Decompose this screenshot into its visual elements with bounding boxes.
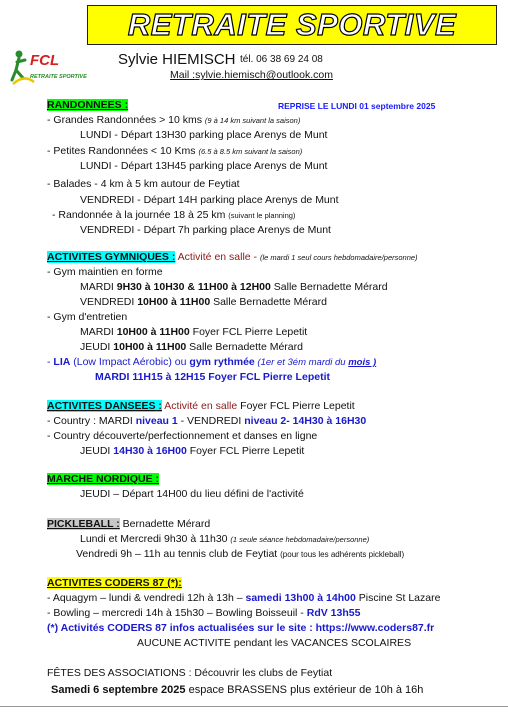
mail-link[interactable]: sylvie.hiemisch@outlook.com xyxy=(195,69,333,81)
rando-line: - Randonnée à la journée 18 à 25 km (suivant le planning) xyxy=(52,209,296,221)
coders-vacances: AUCUNE ACTIVITE pendant les VACANCES SCOLAIRES xyxy=(137,637,412,649)
contact-mail xyxy=(170,69,333,81)
section-pickleball-heading: PICKLEBALL : Bernadette Mérard xyxy=(47,518,211,530)
danse-line: - Country découverte/perfectionnement et danses en ligne xyxy=(47,430,318,442)
contact-name: Sylvie HIEMISCH xyxy=(118,51,236,68)
rando-line: - Grandes Randonnées > 10 kms (9 à 14 km suivant la saison) xyxy=(47,114,301,126)
fcl-logo xyxy=(10,48,87,90)
gym-line: - Gym d'entretien xyxy=(47,311,128,323)
rando-line: LUNDI - Départ 13H30 parking place Arenys de Munt xyxy=(80,129,328,141)
page-title: RETRAITE SPORTIVE xyxy=(127,7,457,42)
mail-label: Mail : xyxy=(170,69,196,81)
fetes-line: FÊTES DES ASSOCIATIONS : Découvrir les clubs de Feytiat xyxy=(47,667,333,679)
coders-line: - Bowling – mercredi 14h à 15h30 – Bowling Boisseuil - RdV 13h55 xyxy=(47,607,361,619)
marche-line: JEUDI – Départ 14H00 du lieu défini de l'activité xyxy=(80,488,304,500)
pickle-line: Vendredi 9h – 11h au tennis club de Feytiat (pour tous les adhérents pickleball) xyxy=(76,548,405,560)
coders-line: - Aquagym – lundi & vendredi 12h à 13h – samedi 13h00 à 14h00 Piscine St Lazare xyxy=(47,592,441,604)
rando-line: - Balades - 4 km à 5 km autour de Feytiat xyxy=(47,178,240,190)
rando-line: VENDREDI - Départ 7h parking place Arenys de Munt xyxy=(80,224,331,236)
gym-line: JEUDI 10H00 à 11H00 Salle Bernadette Mérard xyxy=(80,341,303,353)
title-banner xyxy=(87,5,497,45)
section-danses-heading: ACTIVITES DANSEES : Activité en salle Foyer FCL Pierre Lepetit xyxy=(47,400,355,412)
gym-lia-schedule: MARDI 11H15 à 12H15 Foyer FCL Pierre Lepetit xyxy=(95,371,330,383)
pickle-line: Lundi et Mercredi 9h30 à 11h30 (1 seule séance hebdomadaire/personne) xyxy=(80,533,370,545)
gym-lia-line: - LIA (Low Impact Aérobic) ou gym rythmée (1er et 3ém mardi du mois ) xyxy=(47,356,377,368)
logo-text: FCL xyxy=(30,52,60,69)
gym-line: MARDI 10H00 à 11H00 Foyer FCL Pierre Lepetit xyxy=(80,326,308,338)
fetes-date-line: Samedi 6 septembre 2025 espace BRASSENS plus extérieur de 10h à 16h xyxy=(51,684,424,696)
rando-line: - Petites Randonnées < 10 Kms (6.5 à 8.5 km suivant la saison) xyxy=(47,145,303,157)
danse-line: JEUDI 14H30 à 16H00 Foyer FCL Pierre Lepetit xyxy=(80,445,305,457)
reprise-notice: REPRISE LE LUNDI 01 septembre 2025 xyxy=(278,101,436,111)
section-gym-heading: ACTIVITES GYMNIQUES : Activité en salle - (le mardi 1 seul cours hebdomadaire/personne) xyxy=(47,251,418,263)
section-coders-heading: ACTIVITES CODERS 87 (*): xyxy=(47,577,182,589)
gym-line: - Gym maintien en forme xyxy=(47,266,163,278)
gym-line: VENDREDI 10H00 à 11H00 Salle Bernadette Mérard xyxy=(80,296,327,308)
rando-line: LUNDI - Départ 13H45 parking place Arenys de Munt xyxy=(80,160,328,172)
coders-website-line[interactable]: (*) Activités CODERS 87 infos actualisées sur le site : https://www.coders87.fr xyxy=(47,622,435,634)
gym-line: MARDI 9H30 à 10H30 & 11H00 à 12H00 Salle Bernadette Mérard xyxy=(80,281,388,293)
section-randonnees-heading: RANDONNEES : xyxy=(47,99,129,111)
bottom-divider xyxy=(0,706,508,713)
section-marche-heading: MARCHE NORDIQUE : xyxy=(47,473,159,485)
contact-phone: tél. 06 38 69 24 08 xyxy=(240,54,323,65)
danse-line: - Country : MARDI niveau 1 - VENDREDI niveau 2- 14H30 à 16H30 xyxy=(47,415,367,427)
logo-subtext: RETRAITE SPORTIVE xyxy=(30,74,87,80)
rando-line: VENDREDI - Départ 14H parking place Arenys de Munt xyxy=(80,194,339,206)
runner-logo-icon xyxy=(10,48,87,90)
